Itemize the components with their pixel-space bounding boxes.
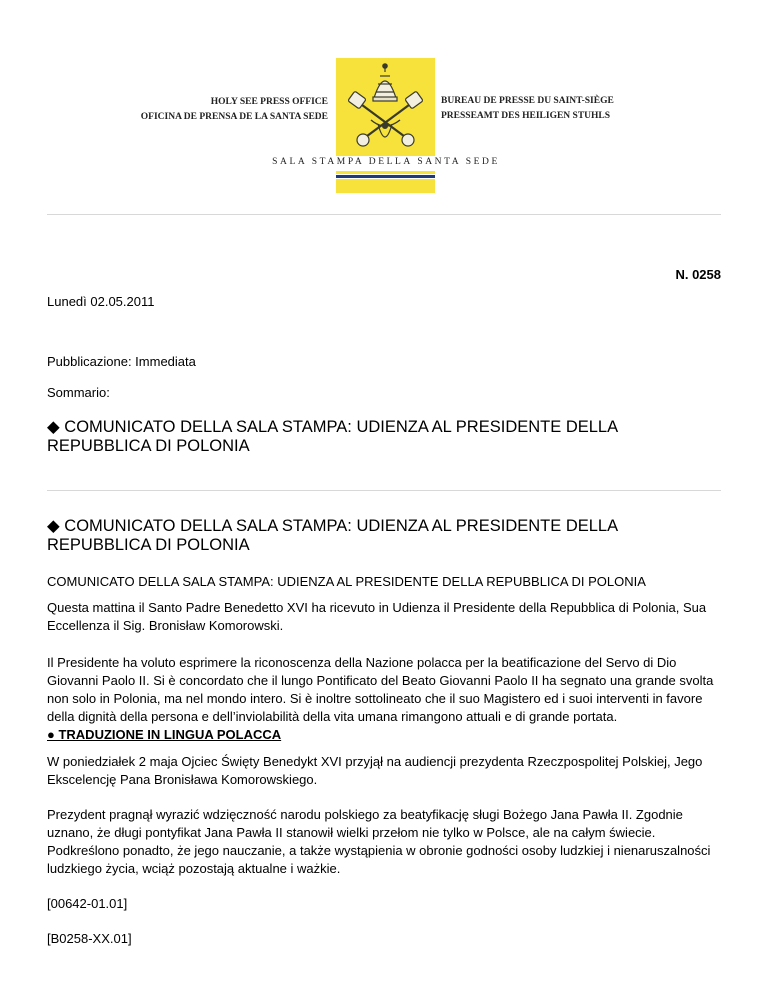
papal-crest-icon <box>336 58 435 156</box>
paragraph-italian-2: Il Presidente ha voluto esprimere la riconoscenza della Nazione polacca per la beatificazione del Servo di Dio Giovanni Paolo II. Si è concordato che il lungo Pontificato del Beato Giovanni Paolo II ha segnato una grande svolta non solo in Polonia, ma nel mondo intero. Si è inoltre sottolineato che il suo Magistero ed i suoi interventi in favore della dignità della persona e dell’inviolabilità della vita umana rimangono attuali e di grande portata. <box>47 655 714 724</box>
paragraph-polish-1: W poniedziałek 2 maja Ojciec Święty Benedykt XVI przyjął na audiencji prezydenta Rzeczpospolitej Polskiej, Jego Ekscelencję Pana Bronisława Komorowskiego. <box>47 754 703 787</box>
publication-status: Pubblicazione: Immediata <box>47 354 196 369</box>
header-left-titles <box>141 95 328 125</box>
bulletin-number: N. 0258 <box>675 267 721 282</box>
presseamt-title: PRESSEAMT DES HEILIGEN STUHLS <box>441 111 611 121</box>
article-heading: ◆ COMUNICATO DELLA SALA STAMPA: UDIENZA AL PRESIDENTE DELLA REPUBBLICA DI POLONIA <box>47 517 618 554</box>
holy-see-press-office-title: HOLY SEE PRESS OFFICE <box>210 97 328 107</box>
sala-stampa-title: SALA STAMPA DELLA SANTA SEDE <box>272 157 500 167</box>
summary-item[interactable]: ◆ COMUNICATO DELLA SALA STAMPA: UDIENZA AL PRESIDENTE DELLA REPUBBLICA DI POLONIA <box>47 418 618 455</box>
document-code-2: [B0258-XX.01] <box>47 931 132 946</box>
header-color-band <box>336 171 435 193</box>
section-divider <box>47 490 721 491</box>
document-code-1: [00642-01.01] <box>47 896 128 911</box>
press-office-header <box>0 0 768 200</box>
header-divider <box>47 214 721 215</box>
summary-label: Sommario: <box>47 385 110 400</box>
bulletin-date: Lunedì 02.05.2011 <box>47 294 155 309</box>
translation-polish-link[interactable]: ● TRADUZIONE IN LINGUA POLACCA <box>47 727 282 742</box>
paragraph-italian-1: Questa mattina il Santo Padre Benedetto XVI ha ricevuto in Udienza il Presidente della Repubblica di Polonia, Sua Eccellenza il Sig. Bronisław Komorowski. <box>47 600 707 633</box>
oficina-de-prensa-title: OFICINA DE PRENSA DE LA SANTA SEDE <box>140 112 328 122</box>
article-subtitle: COMUNICATO DELLA SALA STAMPA: UDIENZA AL PRESIDENTE DELLA REPUBBLICA DI POLONIA <box>47 574 646 589</box>
paragraph-polish-2: Prezydent pragnął wyrazić wdzięczność narodu polskiego za beatyfikację sługi Bożego Jana Pawła II. Zgodnie uznano, że długi pontyfikat Jana Pawła II stanowił wielki przełom nie tylko w Polsce, ale na całym świecie. Podkreślono ponadto, że jego nauczanie, a także wystąpienia w obronie godności osoby ludzkiej i nienaruszalności ludzkiego życia, wciąż pozostają aktualne i ważkie. <box>47 807 711 876</box>
bureau-de-presse-title: BUREAU DE PRESSE DU SAINT-SIÈGE <box>441 96 614 106</box>
header-right-titles <box>441 94 614 124</box>
